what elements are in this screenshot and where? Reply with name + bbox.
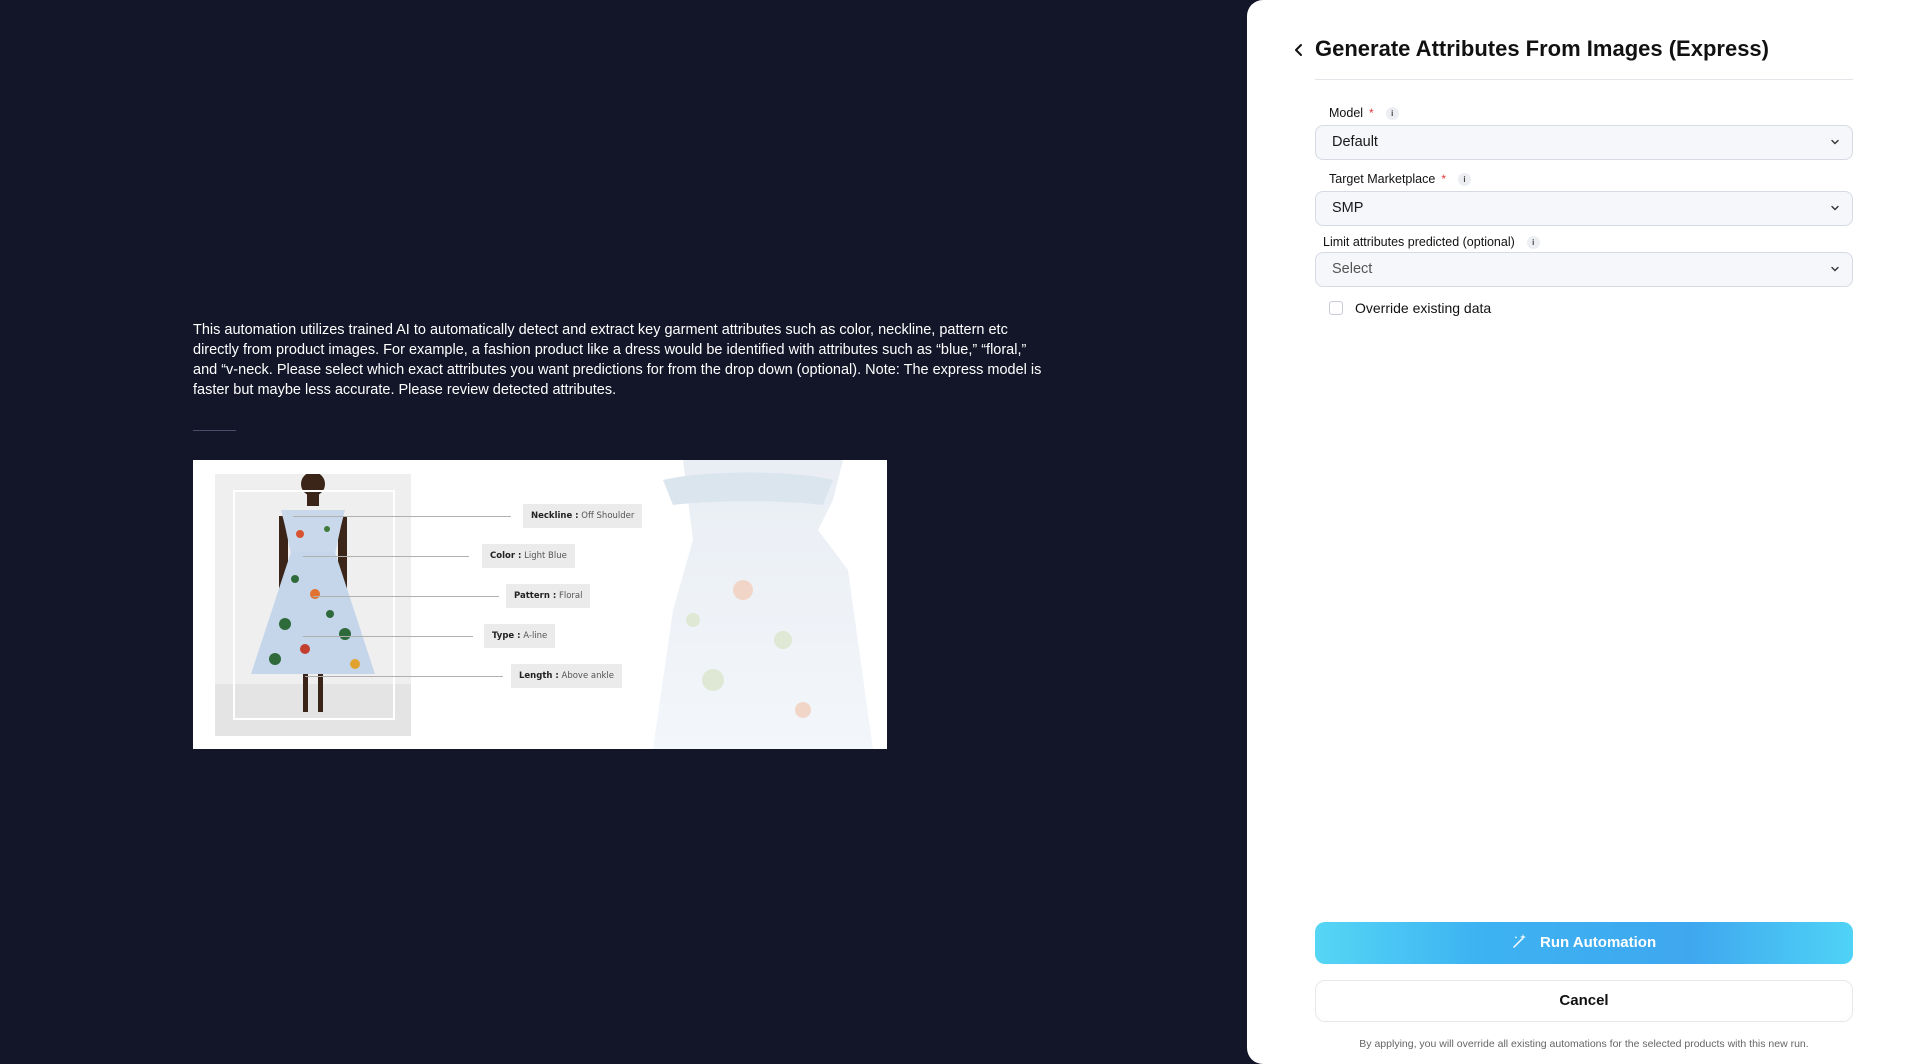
marketplace-select-value: SMP xyxy=(1332,200,1364,216)
model-select[interactable] xyxy=(1315,125,1853,160)
cancel-button[interactable]: Cancel xyxy=(1315,980,1853,1022)
run-automation-button[interactable] xyxy=(1315,922,1853,964)
product-frame-border xyxy=(233,490,395,720)
chevron-down-icon xyxy=(1830,253,1840,299)
tag-key: Color : xyxy=(490,551,522,561)
marketplace-select[interactable] xyxy=(1315,191,1853,226)
automation-drawer xyxy=(1247,0,1909,1064)
required-marker: * xyxy=(1441,172,1446,186)
panel-title: Generate Attributes From Images (Express) xyxy=(1315,36,1769,61)
automation-description: This automation utilizes trained AI to automatically detect and extract key garment attributes such as color, neckline, pattern etc directly from product images. For example, a fashion product like a dress would be identified with attributes such as “blue,” “floral,” and “v-neck. Please select which exact attributes you want predictions for from the drop down (optional). Note: The express model is faster but maybe less accurate. Please review detected attributes. xyxy=(193,322,1042,398)
attribute-tag-color xyxy=(482,544,575,568)
tag-key: Length : xyxy=(519,671,559,681)
limit-attributes-select[interactable] xyxy=(1315,252,1853,287)
tag-key: Neckline : xyxy=(531,511,579,521)
info-icon[interactable]: i xyxy=(1386,107,1399,120)
limit-select-placeholder: Select xyxy=(1332,261,1373,277)
attribute-tag-pattern xyxy=(506,584,590,608)
example-illustration xyxy=(193,460,887,749)
tag-value: Light Blue xyxy=(524,551,567,561)
run-automation-label: Run Automation xyxy=(1540,934,1657,951)
leader-line xyxy=(293,516,511,517)
limit-attributes-label xyxy=(1323,235,1540,249)
attribute-tag-type xyxy=(484,624,555,648)
override-checkbox[interactable] xyxy=(1329,301,1343,315)
model-label-text: Model xyxy=(1329,106,1364,120)
info-icon[interactable]: i xyxy=(1458,173,1471,186)
override-warning-text: By applying, you will override all existing automations for the selected products with this new run. xyxy=(1359,1038,1809,1050)
required-marker: * xyxy=(1369,106,1374,120)
attribute-tag-length xyxy=(511,664,622,688)
chevron-down-icon xyxy=(1830,192,1840,238)
marketplace-label-text: Target Marketplace xyxy=(1329,172,1436,186)
back-button[interactable] xyxy=(1292,39,1308,61)
chevron-left-icon xyxy=(1292,39,1306,61)
attribute-tag-neckline xyxy=(523,504,642,528)
marketplace-label xyxy=(1329,172,1471,186)
tag-key: Type : xyxy=(492,631,521,641)
model-label xyxy=(1329,106,1399,120)
override-option xyxy=(1329,300,1491,316)
tag-value: Off Shoulder xyxy=(581,511,635,521)
leader-line xyxy=(305,676,503,677)
chevron-down-icon xyxy=(1830,126,1840,172)
model-select-value: Default xyxy=(1332,134,1378,150)
title-divider xyxy=(1315,79,1853,80)
limit-label-text: Limit attributes predicted (optional) xyxy=(1323,235,1515,249)
divider xyxy=(193,430,236,431)
tag-value: A-line xyxy=(523,631,548,641)
leader-line xyxy=(303,636,473,637)
magic-wand-icon xyxy=(1512,922,1528,964)
product-photo xyxy=(215,474,411,736)
override-label: Override existing data xyxy=(1355,300,1492,316)
tag-key: Pattern : xyxy=(514,591,557,601)
leader-line xyxy=(313,596,499,597)
info-icon[interactable]: i xyxy=(1527,236,1540,249)
tag-value: Above ankle xyxy=(561,671,614,681)
leader-line xyxy=(303,556,469,557)
tag-value: Floral xyxy=(558,591,583,601)
